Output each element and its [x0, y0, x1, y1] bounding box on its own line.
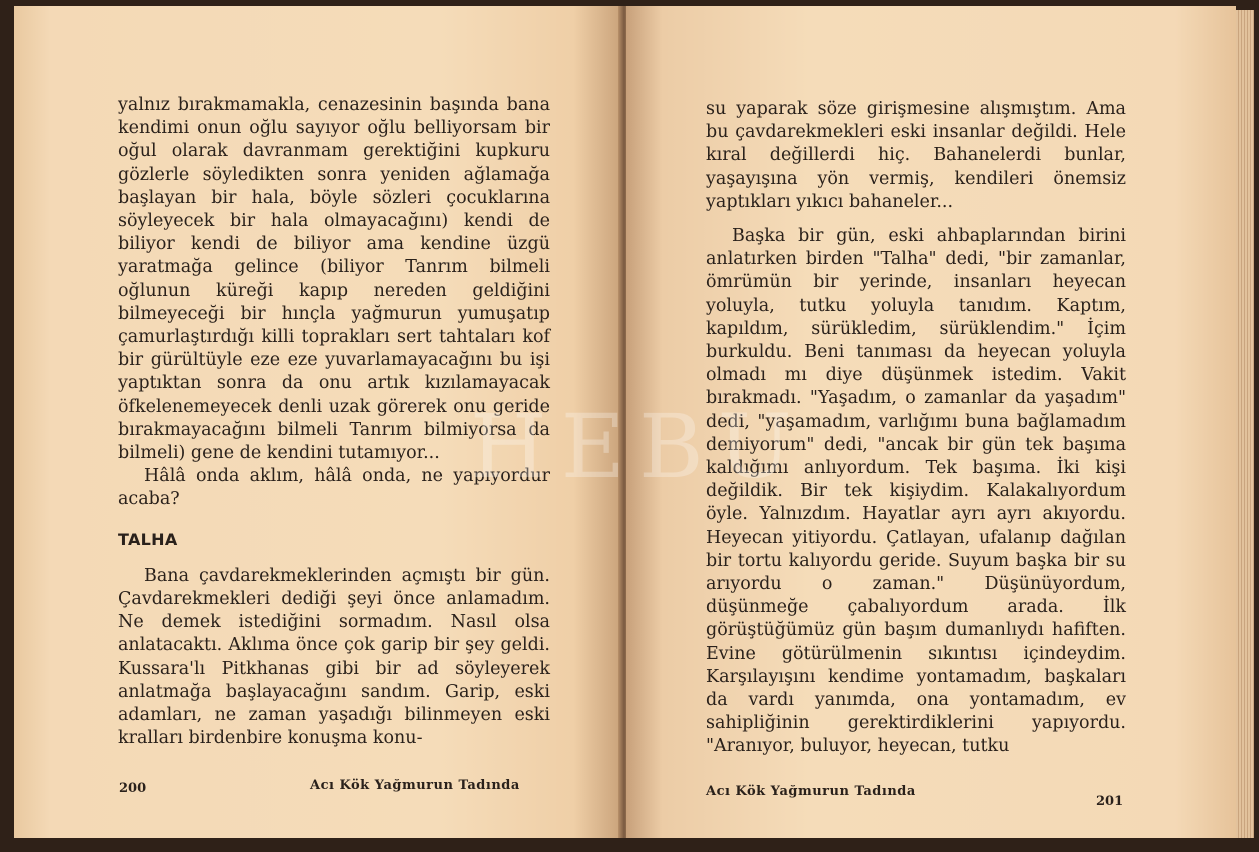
- paragraph: Hâlâ onda aklım, hâlâ onda, ne yapıyordur acaba?: [118, 466, 550, 510]
- paragraph: su yaparak söze girişmesine alışmıştım. Ama bu çavdarekmekleri eski insanlar değildi. Hele kıral değillerdi hiç. Bahanelerdi bunlar, yaşayışına yön vermiş, kendileri önemsiz yaptıkları yıkıcı bahaneler...: [706, 99, 1126, 212]
- left-page-body: [118, 94, 550, 750]
- page-edges: [1236, 10, 1254, 838]
- paragraph: Bana çavdarekmeklerinden açmıştı bir gün. Çavdarekmekleri dediği şeyi önce anlamadım. Ne demek istediğini sormadım. Nasıl olsa anlatacaktı. Aklıma önce çok garip bir şey geldi. Kussara'lı Pitkhanas gibi bir ad söyleyerek anlatmağa başlayacağını sandım. Garip, eski adamları, ne zaman yaşadığı bilinmeyen eski kralları birdenbire konuşma konu-: [118, 565, 550, 749]
- running-head-right: Acı Kök Yağmurun Tadında: [706, 784, 916, 799]
- right-page-body: [706, 98, 1126, 759]
- right-page: [626, 6, 1236, 838]
- watermark: HEBU: [470, 395, 806, 498]
- paragraph: yalnız bırakmamakla, cenazesinin başında bana kendimi onun oğlu sayıyor oğlu belliyorsam bir oğul olarak davranmam gerektiğini kupkuru gözlerle söyledikten sonra yeniden ağlamağa başlayan bir hala, böyle sözleri çocuklarına söyleyecek bir hala olmayacağını) kendi de biliyor kendi de biliyor ama kendine üzgü yaratmağa gelince (biliyor Tanrım bilmeli oğlunun küreği kapıp nereden geldiğini bilmeyeceği bir hınçla yağmurun yumuşatıp çamurlaştırdığı killi toprakları sert tahtaları kof bir gürültüyle eze eze yuvarlamayacağını bu işi yaptıktan sonra da onu artık kızılamayacak öfkelenemeyecek denli uzak görerek onu geride bırakmayacağını bilmeli Tanrım bilmiyorsa da bilmeli) gene de kendini tutamıyor...: [118, 95, 550, 464]
- page-number-left: 200: [119, 781, 147, 796]
- section-heading: TALHA: [118, 529, 178, 549]
- page-number-right: 201: [1096, 794, 1124, 809]
- paragraph: Başka bir gün, eski ahbaplarından birini anlatırken birden "Talha" dedi, "bir zamanlar, ömrümün bir yerinde, insanları heyecan yoluyla, tutku yoluyla tanıdım. Kaptım, kapıldım, sürükledim, sürüklendim." İçim burkuldu. Beni tanıması da heyecan yoluyla olmadı mı diye düşünmek istedim. Vakit bırakmadı. "Yaşadım, o zamanlar da yaşadım" dedi, "yaşamadım, varlığımı buna bağlamadım demiyorum" dedi, "ancak bir gün tek başıma kaldığımı anlıyordum. Tek başıma. İki kişi değildik. Bir tek kişiydim. Kalakalıyordum öyle. Yalnızdım. Hayatlar ayrı ayrı akıyordu. Heyecan yitiyordu. Çatlayan, ufalanıp dağılan bir tortu kalıyordu geride. Suyum başka bir su arıyordu o zaman." Düşünüyordum, düşünmeğe çabalıyordum arada. İlk görüştüğümüz gün başım dumanlıydı hafiften. Evine götürülmenin sıkıntısı içindeydim. Karşılayışını kendime yontamadım, başkaları da vardı yanımda, ona yontamadım, ev sahipliğinin gerektirdiklerini yapıyordu. "Aranıyor, buluyor, heyecan, tutku: [706, 226, 1126, 757]
- running-head-left: Acı Kök Yağmurun Tadında: [310, 778, 520, 793]
- left-page: [14, 6, 622, 838]
